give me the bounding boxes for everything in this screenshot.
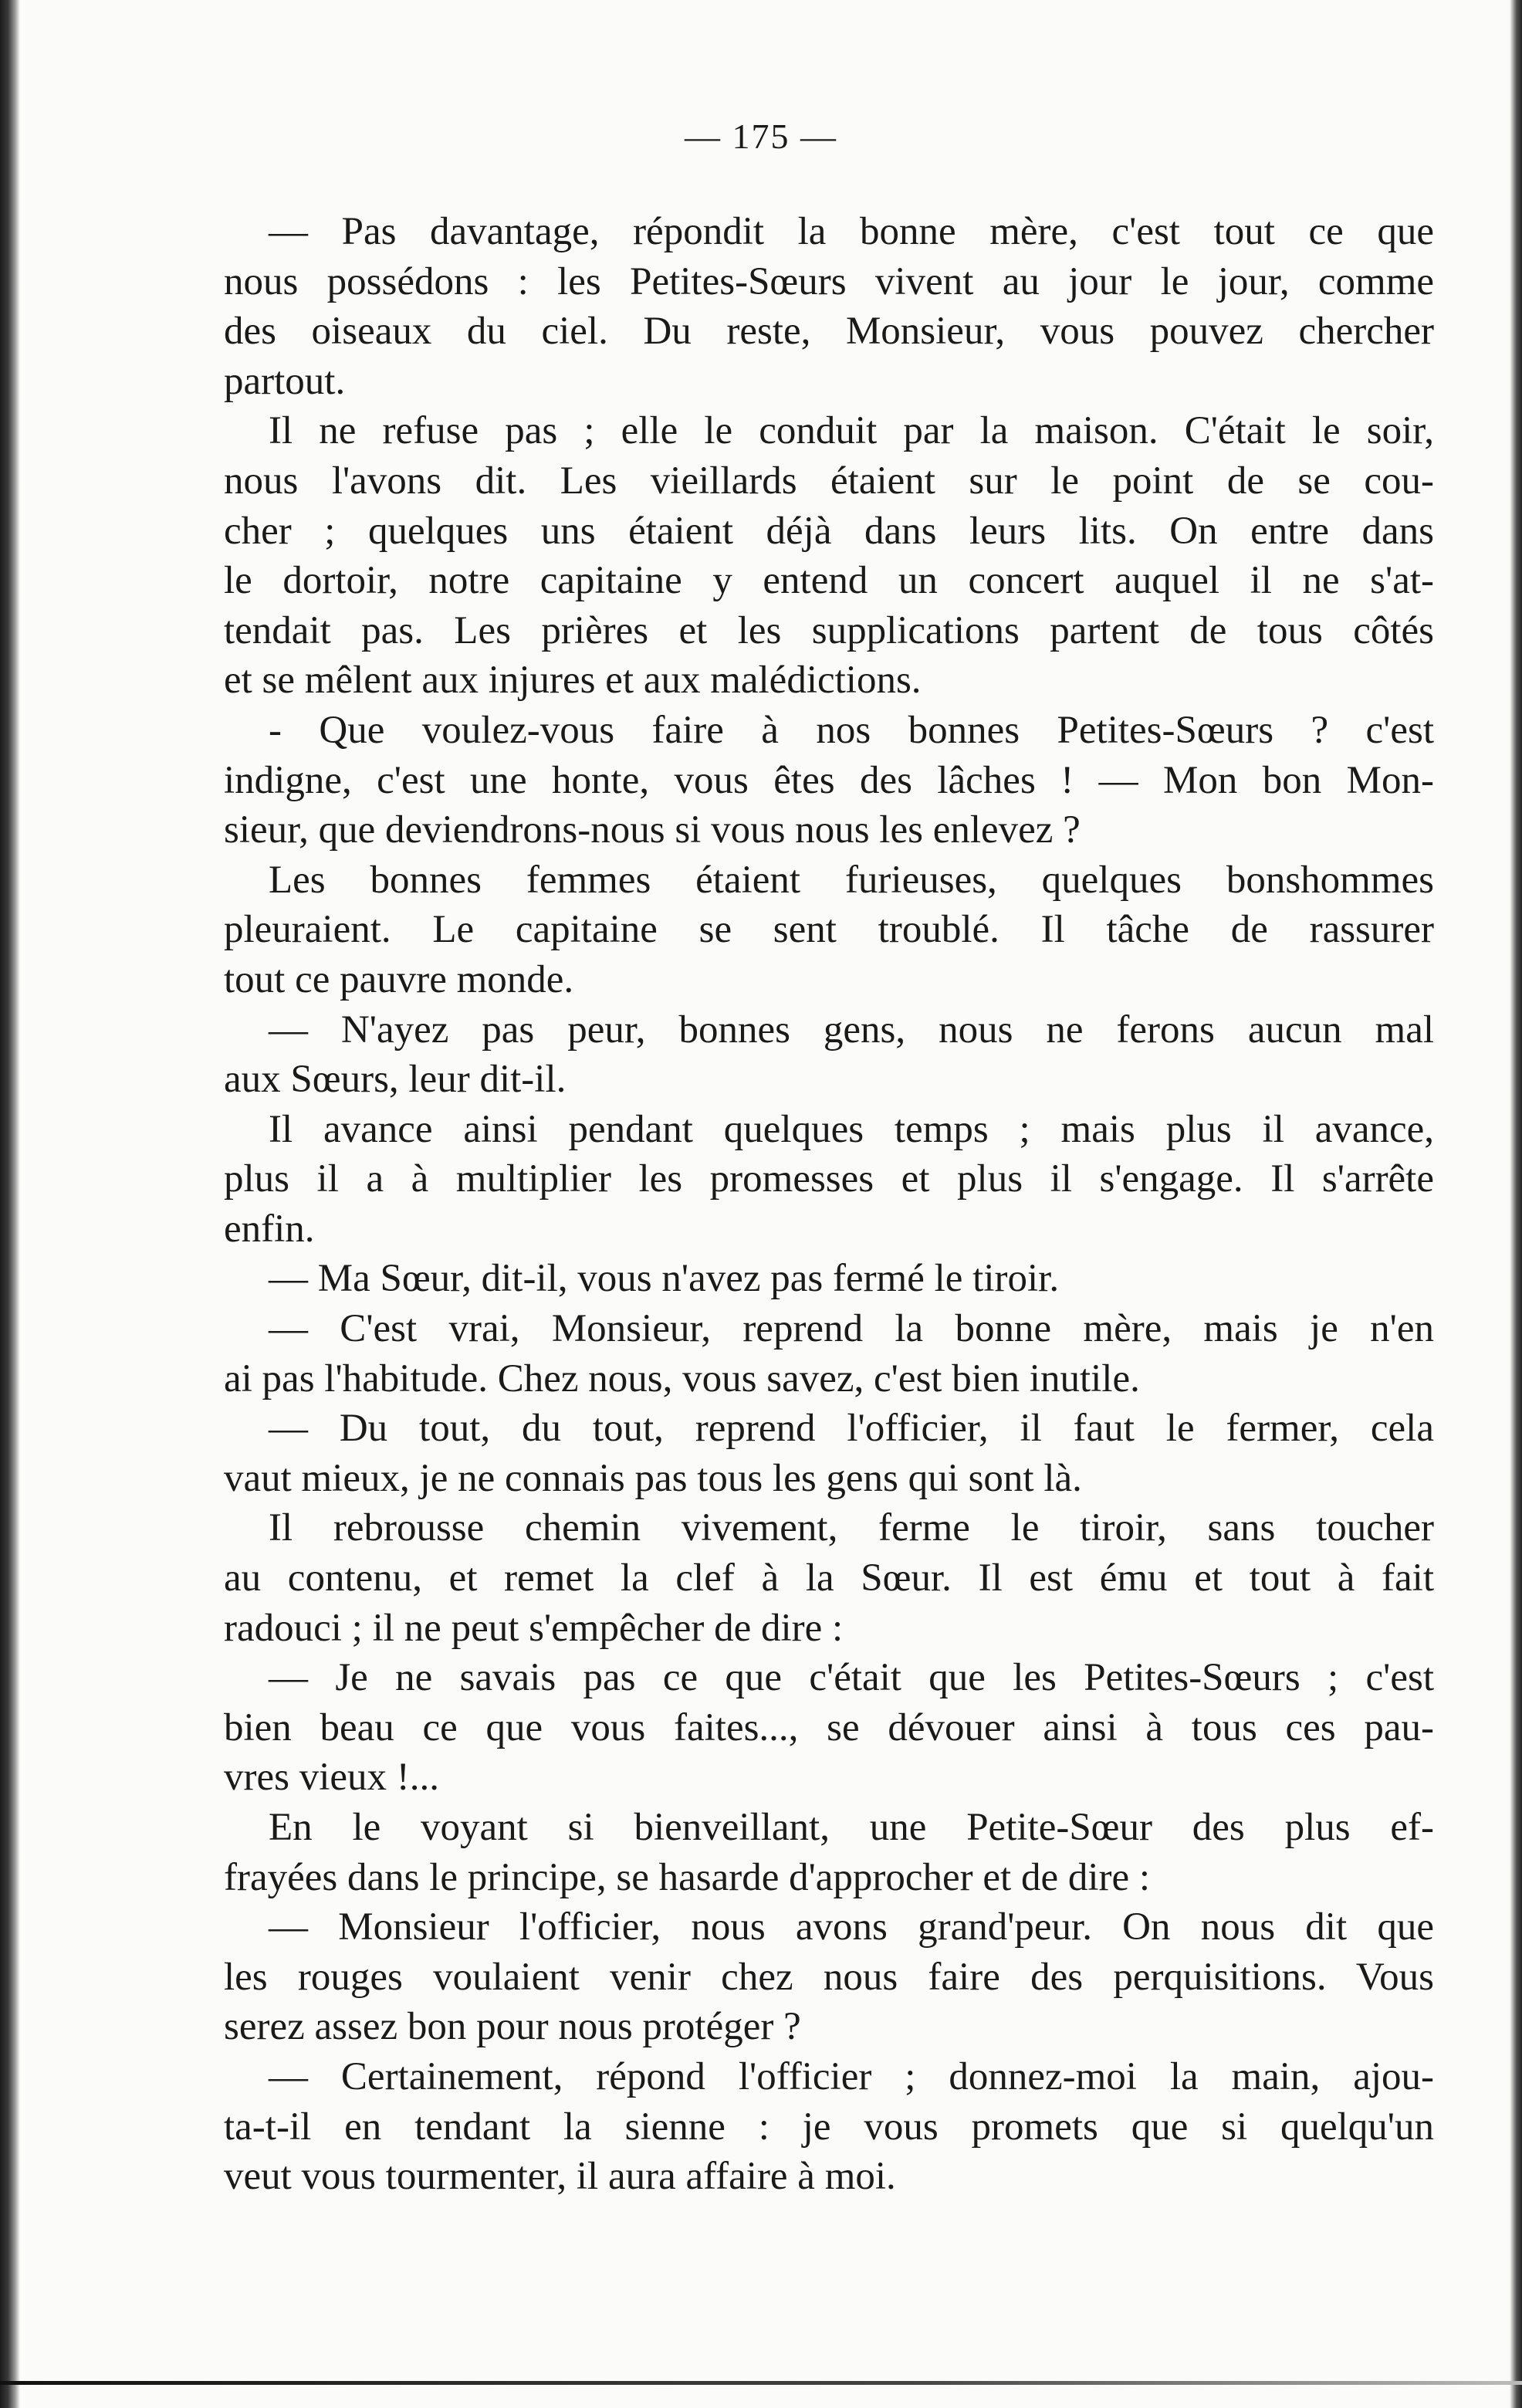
text-line: vaut mieux, je ne connais pas tous les gens qui sont là. xyxy=(224,1456,1082,1500)
text-line: Il avance ainsi pendant quelques temps ; mais plus il avance, xyxy=(269,1107,1434,1151)
text-line: pleuraient. Le capitaine se sent troublé. Il tâche de rassurer xyxy=(224,908,1434,952)
page-number: — 175 — xyxy=(685,117,837,156)
text-line: — Du tout, du tout, reprend l'officier, il faut le fermer, cela xyxy=(269,1407,1434,1451)
text-line: Il rebrousse chemin vivement, ferme le tiroir, sans toucher xyxy=(269,1506,1434,1550)
text-line: En le voyant si bienveillant, une Petite-Sœur des plus ef- xyxy=(269,1806,1434,1849)
text-line: — Pas davantage, répondit la bonne mère, c'est tout ce que xyxy=(269,210,1434,253)
text-line: partout. xyxy=(224,359,346,403)
text-line: ta-t-il en tendant la sienne : je vous promets que si quelqu'un xyxy=(224,2105,1434,2149)
text-line: — Monsieur l'officier, nous avons grand'peur. On nous dit que xyxy=(269,1905,1434,1949)
text-line: radouci ; il ne peut s'empêcher de dire : xyxy=(224,1606,844,1650)
text-line: tout ce pauvre monde. xyxy=(224,957,574,1001)
page-edge-shadow xyxy=(1510,0,1522,2408)
text-line: — Certainement, répond l'officier ; donnez-moi la main, ajou- xyxy=(269,2054,1434,2098)
page-body-text xyxy=(224,207,1434,2202)
text-line: — N'ayez pas peur, bonnes gens, nous ne ferons aucun mal xyxy=(269,1008,1434,1052)
text-line: le dortoir, notre capitaine y entend un concert auquel il ne s'at- xyxy=(224,559,1434,603)
text-line: — Je ne savais pas ce que c'était que les Petites-Sœurs ; c'est xyxy=(269,1656,1434,1700)
text-line: et se mêlent aux injures et aux malédictions. xyxy=(224,659,922,703)
book-spine-shadow xyxy=(0,0,20,2408)
text-line: — Ma Sœur, dit-il, vous n'avez pas fermé le tiroir. xyxy=(269,1257,1060,1301)
text-line: veut vous tourmenter, il aura affaire à moi. xyxy=(224,2155,896,2199)
text-line: frayées dans le principe, se hasarde d'approcher et de dire : xyxy=(224,1855,1151,1899)
text-line: des oiseaux du ciel. Du reste, Monsieur, vous pouvez chercher xyxy=(224,310,1434,354)
text-line: - Que voulez-vous faire à nos bonnes Petites-Sœurs ? c'est xyxy=(269,708,1434,752)
text-line: serez assez bon pour nous protéger ? xyxy=(224,2005,801,2049)
text-line: — C'est vrai, Monsieur, reprend la bonne mère, mais je n'en xyxy=(269,1307,1434,1351)
text-line: au contenu, et remet la clef à la Sœur. Il est ému et tout à fait xyxy=(224,1556,1434,1600)
text-line: sieur, que deviendrons-nous si vous nous les enlevez ? xyxy=(224,808,1081,852)
text-line: indigne, c'est une honte, vous êtes des lâches ! — Mon bon Mon- xyxy=(224,758,1434,802)
text-line: les rouges voulaient venir chez nous faire des perquisitions. Vous xyxy=(224,1955,1434,1999)
text-line: cher ; quelques uns étaient déjà dans leurs lits. On entre dans xyxy=(224,509,1434,553)
text-line: bien beau ce que vous faites..., se dévouer ainsi à tous ces pau- xyxy=(224,1705,1434,1749)
text-line: Les bonnes femmes étaient furieuses, quelques bonshommes xyxy=(269,858,1434,902)
text-line: aux Sœurs, leur dit-il. xyxy=(224,1058,567,1102)
text-line: ai pas l'habitude. Chez nous, vous savez, c'est bien inutile. xyxy=(224,1356,1140,1400)
text-line: nous possédons : les Petites-Sœurs vivent au jour le jour, comme xyxy=(224,259,1434,303)
text-line: Il ne refuse pas ; elle le conduit par la maison. C'était le soir, xyxy=(269,409,1434,453)
text-line: tendait pas. Les prières et les supplications partent de tous côtés xyxy=(224,608,1434,652)
text-line: enfin. xyxy=(224,1207,315,1251)
text-line: vres vieux !... xyxy=(224,1756,440,1800)
page-bottom-edge xyxy=(0,2381,1522,2385)
text-line: nous l'avons dit. Les vieillards étaient sur le point de se cou- xyxy=(224,459,1434,503)
text-line: plus il a à multiplier les promesses et plus il s'engage. Il s'arrête xyxy=(224,1157,1434,1201)
